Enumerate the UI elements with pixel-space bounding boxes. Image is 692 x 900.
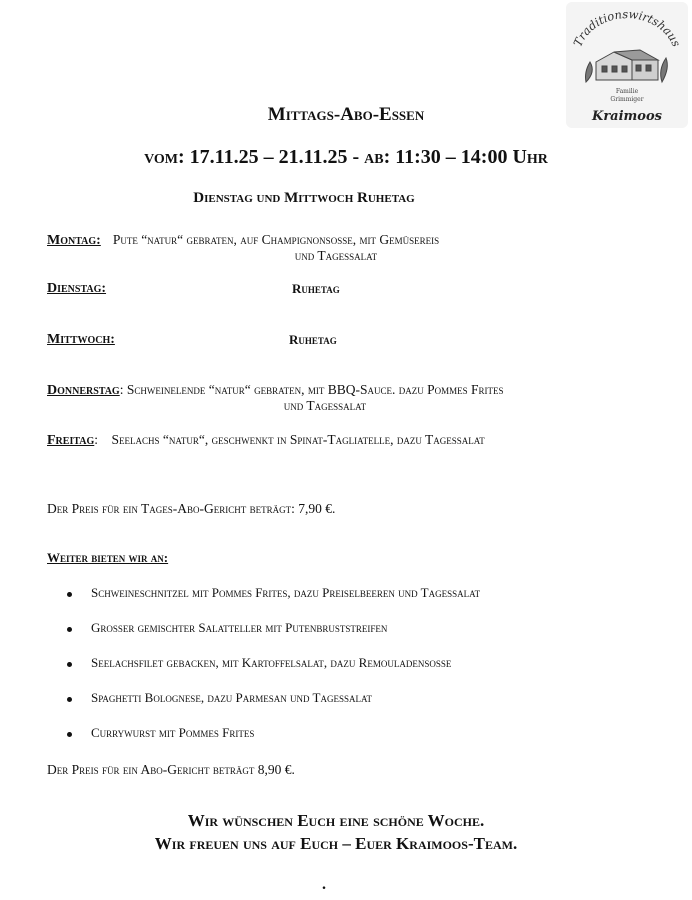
day-label-freitag: Freitag (47, 433, 95, 448)
day-row-montag (47, 231, 439, 249)
day-label-montag: Montag: (47, 233, 101, 248)
logo-family-line2: Grimmiger (610, 96, 644, 103)
day-row-donnerstag (47, 381, 503, 399)
period-line: vom: 17.11.25 – 21.11.25 - ab: 11:30 – 14:00 Uhr (144, 146, 548, 168)
closed-days-note: Dienstag und Mittwoch Ruhetag (193, 190, 415, 206)
day-text-freitag: : Seelachs “natur“, geschwenkt in Spinat-Tagliatelle, dazu Tagessalat (94, 432, 485, 447)
page-title: Mittags-Abo-Essen (267, 104, 425, 125)
footer-dot: . (322, 876, 326, 893)
list-item: Großer gemischter Salatteller mit Putenbruststreifen (91, 620, 388, 635)
day-text-donnerstag-line2: und Tagessalat (283, 398, 367, 413)
day-label-donnerstag: Donnerstag (47, 383, 120, 398)
list-item: Spaghetti Bolognese, dazu Parmesan und Tagessalat (91, 690, 373, 705)
day-text-donnerstag: : Schweinelende “natur“ gebraten, mit BBQ-Sauce. dazu Pommes Frites (119, 382, 504, 397)
logo-arc-text: Traditionswirtshaus (570, 6, 684, 49)
day-label-mittwoch: Mittwoch: (47, 332, 115, 347)
list-item: Schweineschnitzel mit Pommes Frites, dazu Preiselbeeren und Tagessalat (91, 585, 481, 600)
list-item: Seelachsfilet gebacken, mit Kartoffelsalat, dazu Remouladensoße (91, 655, 452, 670)
day-text-montag: Pute “natur“ gebraten, auf Champignonsoße, mit Gemüsereis (112, 232, 440, 247)
closing-line-1: Wir wünschen Euch eine schöne Woche. (187, 811, 485, 830)
list-item: Currywurst mit Pommes Frites (91, 725, 255, 740)
day-label-dienstag: Dienstag: (47, 281, 107, 296)
bullet-icon (67, 662, 72, 667)
day-text-montag-line2: und Tagessalat (294, 248, 378, 263)
day-text-dienstag: Ruhetag (292, 281, 340, 296)
price-abo: Der Preis für ein Abo-Gericht beträgt 8,90 €. (47, 762, 295, 777)
logo-family-line1: Familie (615, 88, 639, 95)
further-offers-heading: Weiter bieten wir an: (47, 550, 169, 565)
bullet-icon (67, 697, 72, 702)
day-text-mittwoch: Ruhetag (289, 332, 337, 347)
price-daily: Der Preis für ein Tages-Abo-Gericht beträgt: 7,90 €. (47, 501, 336, 516)
bullet-icon (67, 732, 72, 737)
day-row-freitag (47, 431, 485, 449)
bullet-icon (67, 627, 72, 632)
logo-name: Kraimoos (592, 109, 662, 124)
bullet-icon (67, 592, 72, 597)
closing-line-2: Wir freuen uns auf Euch – Euer Kraimoos-Team. (154, 834, 518, 853)
building-icon (586, 50, 668, 82)
